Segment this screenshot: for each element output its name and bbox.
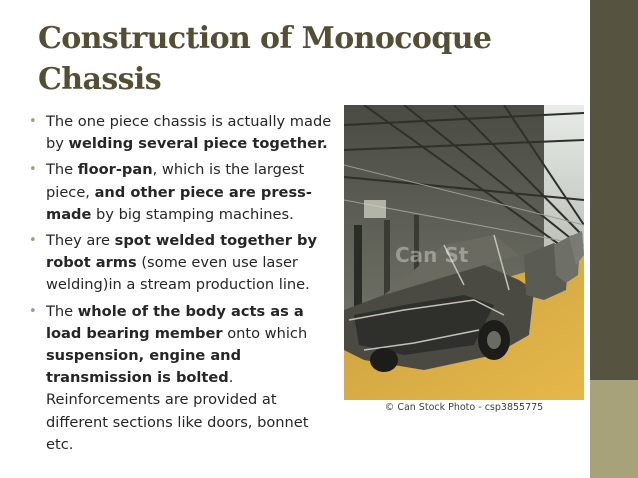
- bullet-text-bold: floor-pan: [77, 161, 153, 179]
- slide-title: [38, 18, 498, 100]
- bullet-text: The: [46, 161, 78, 179]
- bullet-text: The: [46, 302, 78, 320]
- bullet-item: [28, 159, 340, 226]
- bullet-marker: •: [29, 303, 37, 319]
- bullet-text-bold: and other piece are press-made: [46, 183, 312, 223]
- bullet-marker: •: [29, 114, 37, 129]
- slide-title-line-1: Construction of Monocoque: [38, 21, 492, 56]
- bullet-text: They are: [46, 232, 115, 250]
- photo-credit: © Can Stock Photo - csp3855775: [344, 400, 584, 416]
- bullet-text: , which is the largest piece,: [46, 161, 305, 201]
- bullet-list: [28, 111, 340, 460]
- bullet-text: . Reinforcements are provided at different sections like doors, bonnet etc.: [46, 369, 309, 453]
- bullet-item: [28, 111, 340, 155]
- sidebar-accent-dark: [590, 0, 638, 380]
- bullet-text: by big stamping machines.: [91, 205, 294, 223]
- bullet-text: (some even use laser welding)in a stream production line.: [46, 254, 310, 294]
- bullet-text: onto which: [222, 324, 308, 342]
- bullet-marker: •: [29, 162, 37, 178]
- bullet-text-bold: spot welded together by robot arms: [46, 232, 317, 272]
- bullet-marker: •: [29, 233, 37, 249]
- bullet-text-bold: whole of the body acts as a load bearing member: [46, 302, 304, 342]
- bullet-item: [28, 301, 340, 456]
- photo-watermark: Can St: [395, 243, 469, 267]
- bullet-item: [28, 230, 340, 297]
- bullet-text-bold: suspension, engine and transmission is bolted: [46, 347, 242, 387]
- bullet-text: The one piece chassis is actually made by: [46, 113, 332, 153]
- slide-title-line-2: Chassis: [38, 62, 161, 97]
- bullet-text-bold: welding several piece together.: [68, 135, 328, 153]
- sidebar-accent-light: [590, 380, 638, 478]
